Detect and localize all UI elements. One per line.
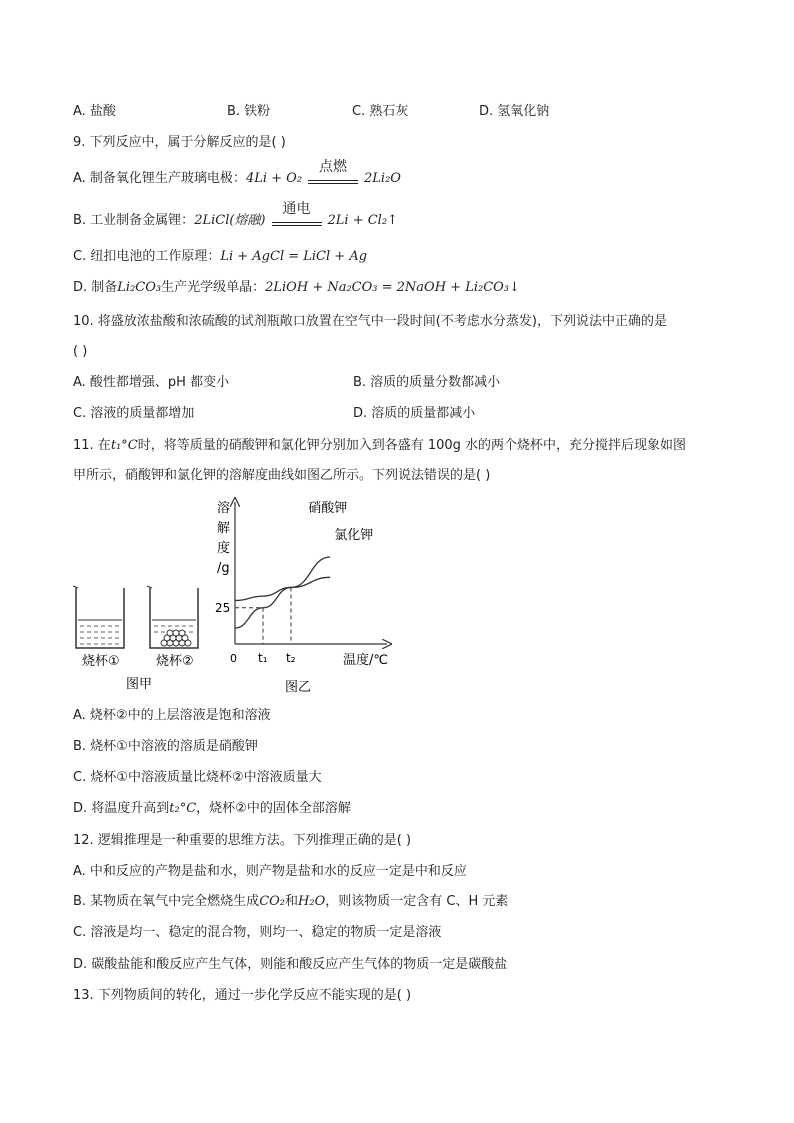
q11-d-text-a: D. 将温度升高到 xyxy=(73,801,170,816)
q9-a-text: A. 制备氧化锂生产玻璃电极： xyxy=(73,171,246,186)
q10-option-a: A. 酸性都增强、pH 都变小 xyxy=(73,375,230,390)
q12-option-a: A. 中和反应的产物是盐和水，则产物是盐和水的反应一定是中和反应 xyxy=(73,864,467,879)
q9-option-d xyxy=(73,278,520,298)
q12-option-d: D. 碳酸盐能和酸反应产生气体，则能和酸反应产生气体的物质一定是碳酸盐 xyxy=(73,957,508,972)
y-axis-label-part: 解 xyxy=(217,521,231,536)
q11-d-text-b: ，烧杯②中的固体全部溶解 xyxy=(196,801,351,816)
double-bar-icon xyxy=(308,180,358,184)
q11-d-temp: t₂°C xyxy=(169,801,197,816)
q9-a-condition-label: 点燃 xyxy=(319,158,348,175)
figure-b-caption: 图乙 xyxy=(285,680,312,695)
origin-label: 0 xyxy=(230,652,237,665)
q8-option-b: B. 铁粉 xyxy=(227,104,271,119)
figure-a-caption: 图甲 xyxy=(126,677,153,692)
q12-b-f2: H₂O xyxy=(298,894,326,909)
q9-option-c xyxy=(73,247,367,267)
curve-kcl xyxy=(235,577,330,600)
q12-option-c: C. 溶液是均一、稳定的混合物，则均一、稳定的物质一定是溶液 xyxy=(73,925,442,940)
q10-stem: 10. 将盛放浓盐酸和浓硫酸的试剂瓶敞口放置在空气中一段时间(不考虑水分蒸发)，下列说法中正确的是 xyxy=(73,314,667,329)
q11-stem-line2: 甲所示，硝酸钾和氯化钾的溶解度曲线如图乙所示。下列说法错误的是( ) xyxy=(73,468,491,483)
q9-a-condition xyxy=(308,158,358,184)
y-axis-label-part: 溶 xyxy=(217,501,231,516)
q11-option-d xyxy=(73,799,351,819)
beaker-2-label: 烧杯② xyxy=(156,654,194,669)
q9-c-equation: Li + AgCl = LiCl + Ag xyxy=(220,249,368,264)
q12-stem: 12. 逻辑推理是一种重要的思维方法。下列推理正确的是( ) xyxy=(73,833,412,848)
q9-d-text1: D. 制备 xyxy=(73,280,118,295)
curve-kno3 xyxy=(235,557,330,628)
q9-b-right: 2Li + Cl₂↑ xyxy=(327,213,398,228)
figure-beakers xyxy=(70,580,220,695)
y-tick-label: 25 xyxy=(215,600,231,615)
x-axis-label: 温度/℃ xyxy=(343,653,388,668)
q8-option-a: A. 盐酸 xyxy=(73,104,116,119)
q10-option-c: C. 溶液的质量都增加 xyxy=(73,406,195,421)
beaker-1-label: 烧杯① xyxy=(82,654,120,669)
precipitate-icon xyxy=(161,630,191,646)
figure-solubility-chart xyxy=(205,494,420,699)
q9-option-b xyxy=(73,200,398,231)
beaker-2 xyxy=(147,586,198,648)
q9-a-left: 4Li + O₂ xyxy=(245,171,303,186)
q9-d-equation: 2LiOH + Na₂CO₃ = 2NaOH + Li₂CO₃↓ xyxy=(265,280,520,295)
x-tick-label: t₁ xyxy=(258,651,268,665)
beaker-1 xyxy=(73,586,124,648)
q10-option-b: B. 溶质的质量分数都减小 xyxy=(353,375,501,390)
q11-stem-a: 11. 在 xyxy=(73,438,111,453)
q10-row2 xyxy=(73,404,476,424)
q8-option-d: D. 氢氧化钠 xyxy=(479,104,550,119)
q10-row1 xyxy=(73,373,501,393)
y-axis-label-part: /g xyxy=(217,561,230,576)
q11-option-c: C. 烧杯①中溶液质量比烧杯②中溶液质量大 xyxy=(73,770,322,785)
q11-stem-b: 时，将等质量的硝酸钾和氯化钾分别加入到各盛有 100g 水的两个烧杯中，充分搅拌后现象如图 xyxy=(137,438,687,453)
q11-stem-line1 xyxy=(73,436,686,456)
q9-c-text: C. 纽扣电池的工作原理： xyxy=(73,249,221,264)
series-label: 硝酸钾 xyxy=(308,501,348,516)
double-bar-icon xyxy=(272,222,322,226)
q10-paren: ( ) xyxy=(73,344,88,359)
q11-stem-temp: t₁°C xyxy=(110,438,138,453)
q9-stem: 9. 下列反应中，属于分解反应的是( ) xyxy=(73,135,286,150)
q12-option-b xyxy=(73,892,508,912)
series-label: 氯化钾 xyxy=(334,528,374,543)
q11-option-a: A. 烧杯②中的上层溶液是饱和溶液 xyxy=(73,708,271,723)
q9-b-left: 2LiCl(熔融) xyxy=(194,213,266,228)
q9-d-text2: 生产光学级单晶： xyxy=(161,280,266,295)
x-tick-label: t₂ xyxy=(286,651,296,665)
y-axis-label-part: 度 xyxy=(217,541,231,556)
q9-b-condition xyxy=(272,200,322,226)
y-axis-label xyxy=(217,500,230,576)
q9-option-a xyxy=(73,158,401,189)
q9-b-text: B. 工业制备金属锂： xyxy=(73,213,195,228)
q12-b-text2: ，则该物质一定含有 C、H 元素 xyxy=(325,894,509,909)
q8-option-c: C. 熟石灰 xyxy=(352,104,409,119)
q9-b-condition-label: 通电 xyxy=(282,200,311,217)
q12-b-f1: CO₂ xyxy=(259,894,286,909)
q12-b-text1: B. 某物质在氧气中完全燃烧生成 xyxy=(73,894,260,909)
q9-d-formula: Li₂CO₃ xyxy=(117,280,162,295)
q11-option-b: B. 烧杯①中溶液的溶质是硝酸钾 xyxy=(73,739,258,754)
q9-a-right: 2Li₂O xyxy=(364,171,401,186)
q10-option-d: D. 溶质的质量都减小 xyxy=(353,406,476,421)
q12-b-and: 和 xyxy=(285,894,299,909)
q13-stem: 13. 下列物质间的转化，通过一步化学反应不能实现的是( ) xyxy=(73,988,412,1003)
